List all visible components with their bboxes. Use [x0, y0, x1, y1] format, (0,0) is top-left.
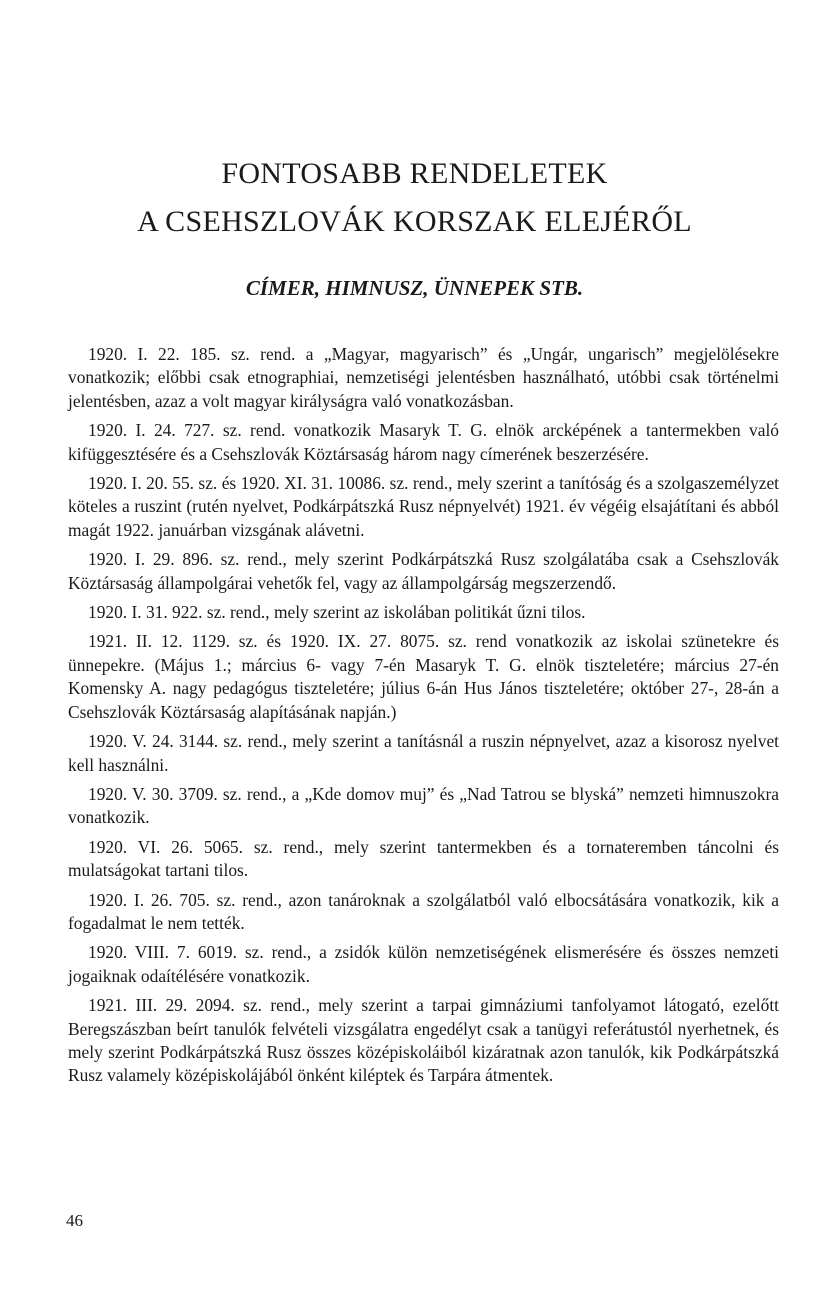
- decree-paragraph: 1920. I. 20. 55. sz. és 1920. XI. 31. 10086. sz. rend., mely szerint a tanítóság és a szolgaszemélyzet köteles a ruszint (rutén nyelvet, Podkárpátszká Rusz népnyelvét) 1921. év végéig elsajátítani és abból magát 1922. januárban vizsgának alávetni.: [68, 473, 779, 540]
- document-body: [68, 343, 779, 1094]
- decree-paragraph: 1920. VIII. 7. 6019. sz. rend., a zsidók külön nemzetiségének elismerésére és összes nemzeti jogaiknak odaítélésére vonatkozik.: [68, 942, 779, 986]
- decree-paragraph: 1920. V. 30. 3709. sz. rend., a „Kde domov muj” és „Nad Tatrou se blyská” nemzeti himnuszokra vonatkozik.: [68, 783, 779, 828]
- decree-paragraph: 1920. V. 24. 3144. sz. rend., mely szerint a tanításnál a ruszin népnyelvet, azaz a kisorosz nyelvet kell használni.: [68, 731, 779, 775]
- decree-paragraph: 1920. I. 26. 705. sz. rend., azon tanároknak a szolgálatból való elbocsátására vonatkozik, kik a fogadalmat le nem tették.: [68, 889, 779, 933]
- page-title-line-1: FONTOSABB RENDELETEK: [221, 157, 608, 190]
- section-subtitle: CÍMER, HIMNUSZ, ÜNNEPEK STB.: [245, 276, 584, 300]
- page-title-line-2: A CSEHSZLOVÁK KORSZAK ELEJÉRŐL: [137, 205, 692, 238]
- page-number: 46: [66, 1211, 83, 1230]
- decree-paragraph: 1920. I. 31. 922. sz. rend., mely szerint az iskolában politikát űzni tilos.: [88, 602, 586, 623]
- decree-paragraph: 1920. VI. 26. 5065. sz. rend., mely szerint tantermekben és a tornateremben táncolni és mulatságokat tartani tilos.: [68, 836, 779, 881]
- decree-paragraph: 1921. III. 29. 2094. sz. rend., mely szerint a tarpai gimnáziumi tanfolyamot látogató, ezelőtt Beregszászban beírt tanulók felvételi vizsgálatra engedélyt csak a tanügyi referátustól nyerhetnek, és mely szerint Podkárpátszká Rusz összes középiskoláiból kizáratnak azon tanulók, kik Podkárpátszká Rusz valamely középiskolájából önként kiléptek és Tarpára átmentek.: [68, 995, 779, 1086]
- decree-paragraph: 1921. II. 12. 1129. sz. és 1920. IX. 27. 8075. sz. rend vonatkozik az iskolai szünetekre és ünnepekre. (Május 1.; március 6- vagy 7-én Masaryk T. G. elnök tiszteletére; március 27-én Komensky A. nagy pedagógus tiszteletére; július 6-án Hus János tiszteletére; október 27-, 28-án a Csehszlovák Köztársaság alapításának napján.): [68, 631, 779, 722]
- decree-paragraph: 1920. I. 22. 185. sz. rend. a „Magyar, magyarisch” és „Ungár, ungarisch” megjelölésekre vonatkozik; előbbi csak etnographiai, nemzetiségi jelentésben használható, utóbbi csak történelmi jelentésben, azaz a volt magyar királyságra való vonatkozásban.: [68, 344, 779, 411]
- decree-paragraph: 1920. I. 29. 896. sz. rend., mely szerint Podkárpátszká Rusz szolgálatába csak a Csehszlovák Köztársaság állampolgárai vehetők fel, vagy az állampolgárság megszerzendő.: [68, 549, 779, 593]
- decree-paragraph: 1920. I. 24. 727. sz. rend. vonatkozik Masaryk T. G. elnök arcképének a tantermekben való kifüggesztésére és a Csehszlovák Köztársaság három nagy címerének beszerzésére.: [68, 420, 779, 464]
